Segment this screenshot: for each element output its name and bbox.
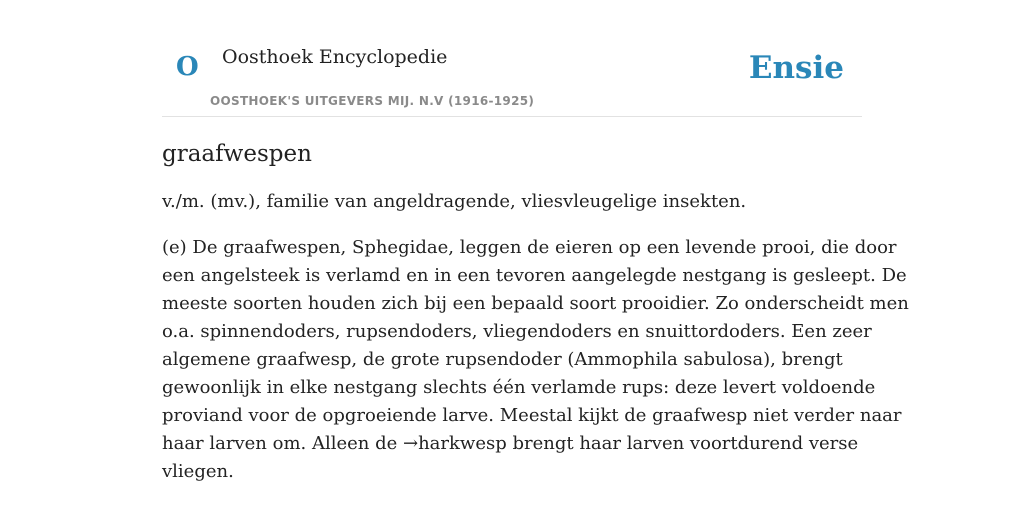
entry-article bbox=[162, 138, 909, 486]
body-line: vliegen. bbox=[162, 461, 234, 482]
body-line: (e) De graafwespen, Sphegidae, leggen de eieren op een levende prooi, die door bbox=[162, 237, 897, 258]
body-line: gewoonlijk in elke nestgang slechts één verlamde rups: deze levert voldoende bbox=[162, 377, 876, 398]
entry-body bbox=[162, 234, 909, 486]
body-text-segment: haar larven om. Alleen de bbox=[162, 433, 403, 454]
publisher-label: OOSTHOEK'S UITGEVERS MIJ. N.V (1916-1925) bbox=[210, 94, 535, 108]
ensie-logo-link[interactable]: Ensie bbox=[748, 50, 844, 86]
body-line: een angelsteek is verlamd en in een tevoren aangelegde nestgang is gesleept. De bbox=[162, 265, 907, 286]
book-title[interactable]: Oosthoek Encyclopedie bbox=[222, 46, 448, 68]
entry-definition: v./m. (mv.), familie van angeldragende, vliesvleugelige insekten. bbox=[162, 191, 747, 212]
book-header bbox=[162, 38, 862, 117]
body-line: algemene graafwesp, de grote rupsendoder (Ammophila sabulosa), brengt bbox=[162, 349, 843, 370]
harkwesp-link[interactable]: →harkwesp bbox=[403, 433, 507, 454]
body-text-segment: brengt haar larven voortdurend verse bbox=[506, 433, 859, 454]
body-line-with-link bbox=[162, 430, 862, 458]
body-line: o.a. spinnendoders, rupsendoders, vliegendoders en snuittordoders. Een zeer bbox=[162, 321, 872, 342]
book-logo: O bbox=[176, 52, 199, 82]
body-line: meeste soorten houden zich bij een bepaald soort prooidier. Zo onderscheidt men bbox=[162, 293, 909, 314]
entry-headword: graafwespen bbox=[162, 141, 312, 167]
body-line: proviand voor de opgroeiende larve. Meestal kijkt de graafwesp niet verder naar bbox=[162, 405, 902, 426]
